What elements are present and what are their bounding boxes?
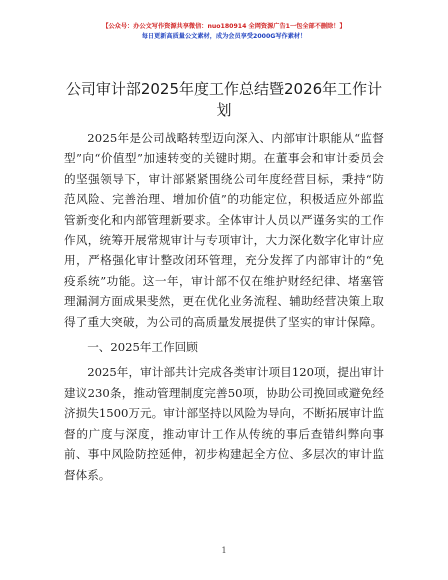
banner-promo-line: 【公众号：办公文写作资源共享微信：nuo180914 全网资源广告1一包全部不删除！】 bbox=[102, 23, 346, 30]
banner-member-line: 每日更新高质量公文素材，成为会员享受2000G写作素材！ bbox=[141, 33, 307, 40]
section1-paragraph: 2025年，审计部共计完成各类审计项目120项，提出审计建议230条，推动管理制度完善50项，协助公司挽回或避免经济损失1500万元。审计部坚持以风险为导向，不断拓展审计监督的广度与深度，推动审计工作从传统的事后查错纠弊向事前、事中风险防控延伸，初步构建起全方位、多层次的审计监督体系。 bbox=[64, 365, 384, 482]
page-number: 1 bbox=[221, 546, 227, 555]
document-body bbox=[64, 128, 384, 485]
section1-heading: 一、2025年工作回顾 bbox=[87, 340, 198, 355]
header-banner bbox=[0, 22, 448, 41]
document-title: 公司审计部2025年度工作总结暨2026年工作计划 bbox=[65, 80, 383, 119]
intro-paragraph: 2025年是公司战略转型迈向深入、内部审计职能从“监督型”向“价值型”加速转变的关键时期。在董事会和审计委员会的坚强领导下，审计部紧紧围绕公司年度经营目标，秉持“防范风险、完善治理、增加价值”的功能定位，积极适应外部监管新变化和内部管理新要求。全体审计人员以严谨务实的工作作风，统筹开展常规审计与专项审计，大力深化数字化审计应用，严格强化审计整改闭环管理，充分发挥了内部审计的“免疫系统”功能。这一年，审计部不仅在维护财经纪律、堵塞管理漏洞方面成果斐然，更在优化业务流程、辅助经营决策上取得了重大突破，为公司的高质量发展提供了坚实的审计保障。 bbox=[64, 131, 384, 329]
